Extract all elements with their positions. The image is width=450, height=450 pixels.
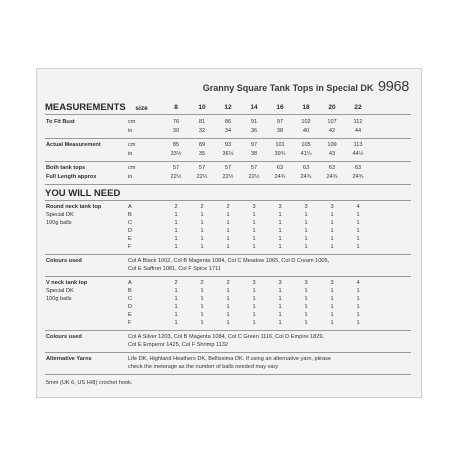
cell: 1 bbox=[356, 312, 360, 318]
cell: 1 bbox=[356, 304, 360, 310]
rule-actual bbox=[45, 138, 411, 139]
cell: 89 bbox=[198, 142, 206, 148]
cell: 1 bbox=[252, 244, 256, 250]
cell: 1 bbox=[252, 228, 256, 234]
size-header-12: 12 bbox=[224, 104, 232, 111]
cell: 1 bbox=[278, 296, 282, 302]
cell: 2 bbox=[226, 280, 230, 286]
cell: 22½ bbox=[222, 174, 234, 180]
cell: 1 bbox=[356, 244, 360, 250]
cell: 1 bbox=[304, 212, 308, 218]
cell: 4 bbox=[356, 280, 360, 286]
cell: 36½ bbox=[222, 151, 234, 157]
cell: 1 bbox=[226, 296, 230, 302]
cell: 3 bbox=[252, 204, 256, 210]
cell: 1 bbox=[252, 236, 256, 242]
alternative-yarns-line-1: Life DK, Highland Heathers DK, Bellissima DK. If using an alternative yarn, please bbox=[128, 356, 332, 362]
size-header-18: 18 bbox=[302, 104, 310, 111]
cell: 1 bbox=[200, 212, 204, 218]
cell: 2 bbox=[200, 280, 204, 286]
rule-you-will-need bbox=[45, 184, 411, 185]
cell: 1 bbox=[174, 296, 178, 302]
cell: 1 bbox=[330, 244, 334, 250]
cell: 2 bbox=[200, 204, 204, 210]
round-neck-row-f bbox=[37, 244, 421, 253]
cell: 43 bbox=[328, 151, 336, 157]
cell: 1 bbox=[174, 312, 178, 318]
round-colours-text bbox=[128, 258, 408, 274]
rule-measurements bbox=[45, 114, 411, 115]
cell: 91 bbox=[250, 119, 258, 125]
cell: 101 bbox=[275, 142, 285, 148]
pattern-sheet bbox=[36, 68, 422, 398]
cell: 39¾ bbox=[274, 151, 286, 157]
cell: 1 bbox=[252, 288, 256, 294]
cell: 1 bbox=[174, 228, 178, 234]
alternative-yarns-text bbox=[128, 356, 408, 372]
cell: 1 bbox=[330, 288, 334, 294]
cell: 32 bbox=[198, 128, 206, 134]
rule-length bbox=[45, 161, 411, 162]
cell: 3 bbox=[330, 204, 334, 210]
cell: 86 bbox=[224, 119, 232, 125]
colour-code: E bbox=[128, 236, 132, 242]
colour-code: F bbox=[128, 320, 132, 326]
cell: 24¾ bbox=[300, 174, 312, 180]
cell: 1 bbox=[226, 312, 230, 318]
cell: 1 bbox=[174, 304, 178, 310]
cell: 1 bbox=[304, 236, 308, 242]
measure-row-length-cm bbox=[37, 165, 421, 174]
cell: 1 bbox=[330, 236, 334, 242]
cell: 41¼ bbox=[300, 151, 312, 157]
alternative-yarns-label: Alternative Yarns bbox=[46, 356, 92, 362]
cell: 24¾ bbox=[274, 174, 286, 180]
cell: 1 bbox=[200, 312, 204, 318]
v-neck-row-f bbox=[37, 320, 421, 329]
cell: 112 bbox=[353, 119, 363, 125]
round-colours-label: Colours used bbox=[46, 258, 82, 264]
cell: 44½ bbox=[352, 151, 364, 157]
cell: 1 bbox=[226, 236, 230, 242]
cell: 30 bbox=[172, 128, 180, 134]
cell: 1 bbox=[278, 244, 282, 250]
cell: 57 bbox=[250, 165, 258, 171]
cell: 109 bbox=[327, 142, 337, 148]
cell: 1 bbox=[330, 220, 334, 226]
measure-row-bust-cm bbox=[37, 119, 421, 128]
cell: 1 bbox=[330, 312, 334, 318]
measure-row-actual-cm bbox=[37, 142, 421, 151]
cell: 3 bbox=[278, 280, 282, 286]
round-colours-line-1: Col A Black 1002, Col B Magenta 1084, Col C Meadow 1065, Col D Cream 1005, bbox=[128, 258, 330, 264]
size-header-8: 8 bbox=[174, 104, 178, 111]
v-neck-yarn-label: Special DK bbox=[46, 288, 74, 294]
cell: 22½ bbox=[170, 174, 182, 180]
round-neck-label: Round neck tank top bbox=[46, 204, 102, 210]
cell: 1 bbox=[356, 320, 360, 326]
cell: 1 bbox=[226, 212, 230, 218]
cell: 1 bbox=[304, 244, 308, 250]
cell: 1 bbox=[304, 288, 308, 294]
cell: 1 bbox=[278, 220, 282, 226]
cell: 1 bbox=[304, 304, 308, 310]
v-colours-text bbox=[128, 334, 408, 350]
cell: 76 bbox=[172, 119, 180, 125]
v-colours-line-1: Col A Silver 1203, Col B Magenta 1084, Col C Green 1116, Col D Empire 1829, bbox=[128, 334, 324, 340]
measure-row-actual-in bbox=[37, 151, 421, 160]
cell: 1 bbox=[226, 244, 230, 250]
cell: 113 bbox=[353, 142, 363, 148]
hook-note: 5mm (UK 6, US H/8) crochet hook. bbox=[46, 380, 133, 386]
cell: 3 bbox=[252, 280, 256, 286]
cell: 107 bbox=[327, 119, 337, 125]
cell: 1 bbox=[330, 296, 334, 302]
v-colours-label: Colours used bbox=[46, 334, 82, 340]
cell: 1 bbox=[278, 228, 282, 234]
cell: 85 bbox=[172, 142, 180, 148]
cell: 1 bbox=[356, 228, 360, 234]
colour-code: D bbox=[128, 304, 133, 310]
cell: 1 bbox=[200, 236, 204, 242]
cell: 1 bbox=[252, 212, 256, 218]
row-label: Actual Measurement bbox=[46, 142, 101, 148]
cell: 1 bbox=[304, 320, 308, 326]
row-unit: cm bbox=[128, 119, 136, 125]
cell: 1 bbox=[356, 288, 360, 294]
pattern-title-text: Granny Square Tank Tops in Special DK bbox=[202, 83, 374, 93]
v-colours-line-2: Col E Emperor 1425, Col F Shrimp 1132 bbox=[128, 341, 229, 348]
cell: 1 bbox=[252, 304, 256, 310]
cell: 44 bbox=[354, 128, 362, 134]
cell: 2 bbox=[174, 204, 178, 210]
cell: 24¾ bbox=[326, 174, 338, 180]
cell: 1 bbox=[304, 312, 308, 318]
rule-round-neck bbox=[45, 200, 411, 201]
cell: 1 bbox=[330, 320, 334, 326]
cell: 1 bbox=[330, 228, 334, 234]
rule-hook bbox=[45, 374, 411, 375]
cell: 102 bbox=[301, 119, 311, 125]
rule-round-colours bbox=[45, 254, 411, 255]
cell: 34 bbox=[224, 128, 232, 134]
cell: 1 bbox=[226, 228, 230, 234]
cell: 38 bbox=[276, 128, 284, 134]
cell: 1 bbox=[174, 236, 178, 242]
cell: 33½ bbox=[170, 151, 182, 157]
row-label: To Fit Bust bbox=[46, 119, 75, 125]
round-neck-yarn-label: Special DK bbox=[46, 212, 74, 218]
cell: 1 bbox=[200, 288, 204, 294]
cell: 1 bbox=[174, 288, 178, 294]
cell: 1 bbox=[356, 236, 360, 242]
cell: 1 bbox=[278, 304, 282, 310]
cell: 35 bbox=[198, 151, 206, 157]
cell: 1 bbox=[200, 220, 204, 226]
size-header-20: 20 bbox=[328, 104, 336, 111]
cell: 105 bbox=[301, 142, 311, 148]
cell: 63 bbox=[302, 165, 310, 171]
cell: 1 bbox=[356, 212, 360, 218]
row-unit: cm bbox=[128, 165, 136, 171]
measurements-heading-text: MEASUREMENTS bbox=[45, 102, 126, 113]
cell: 1 bbox=[252, 220, 256, 226]
colour-code: B bbox=[128, 212, 132, 218]
cell: 1 bbox=[226, 320, 230, 326]
cell: 3 bbox=[330, 280, 334, 286]
cell: 2 bbox=[174, 280, 178, 286]
cell: 3 bbox=[278, 204, 282, 210]
row-label: Both tank tops bbox=[46, 165, 86, 171]
cell: 57 bbox=[224, 165, 232, 171]
cell: 1 bbox=[174, 212, 178, 218]
cell: 22½ bbox=[196, 174, 208, 180]
cell: 1 bbox=[304, 228, 308, 234]
cell: 81 bbox=[198, 119, 206, 125]
cell: 97 bbox=[276, 119, 284, 125]
cell: 57 bbox=[172, 165, 180, 171]
v-neck-balls-label: 100g balls bbox=[46, 296, 72, 302]
pattern-number: 9968 bbox=[377, 79, 409, 95]
cell: 1 bbox=[174, 320, 178, 326]
cell: 1 bbox=[174, 244, 178, 250]
cell: 63 bbox=[328, 165, 336, 171]
cell: 1 bbox=[252, 296, 256, 302]
cell: 1 bbox=[200, 320, 204, 326]
cell: 24¾ bbox=[352, 174, 364, 180]
cell: 3 bbox=[304, 280, 308, 286]
cell: 1 bbox=[304, 296, 308, 302]
cell: 1 bbox=[226, 288, 230, 294]
size-header-16: 16 bbox=[276, 104, 284, 111]
colour-code: B bbox=[128, 288, 132, 294]
cell: 38 bbox=[250, 151, 258, 157]
cell: 1 bbox=[200, 228, 204, 234]
v-neck-label: V neck tank top bbox=[46, 280, 88, 286]
cell: 97 bbox=[250, 142, 258, 148]
measure-row-length-in bbox=[37, 174, 421, 183]
cell: 1 bbox=[278, 312, 282, 318]
cell: 2 bbox=[226, 204, 230, 210]
cell: 4 bbox=[356, 204, 360, 210]
cell: 1 bbox=[278, 236, 282, 242]
round-colours-line-2: Col E Saffron 1081, Col F Spice 1711 bbox=[128, 265, 221, 272]
cell: 63 bbox=[276, 165, 284, 171]
cell: 1 bbox=[356, 220, 360, 226]
cell: 63 bbox=[354, 165, 362, 171]
size-label: size bbox=[135, 105, 148, 112]
row-unit: in bbox=[128, 128, 133, 134]
colour-code: A bbox=[128, 280, 132, 286]
measurements-heading bbox=[45, 102, 148, 113]
cell: 42 bbox=[328, 128, 336, 134]
cell: 22½ bbox=[248, 174, 260, 180]
cell: 1 bbox=[226, 220, 230, 226]
cell: 1 bbox=[278, 320, 282, 326]
cell: 93 bbox=[224, 142, 232, 148]
cell: 1 bbox=[278, 212, 282, 218]
cell: 1 bbox=[200, 296, 204, 302]
cell: 40 bbox=[302, 128, 310, 134]
cell: 1 bbox=[330, 304, 334, 310]
cell: 1 bbox=[174, 220, 178, 226]
row-unit: in bbox=[128, 174, 133, 180]
cell: 1 bbox=[200, 304, 204, 310]
cell: 3 bbox=[304, 204, 308, 210]
size-header-22: 22 bbox=[354, 104, 362, 111]
cell: 1 bbox=[304, 220, 308, 226]
alternative-yarns-line-2: check the meterage as the number of balls needed may vary bbox=[128, 363, 279, 370]
size-header-14: 14 bbox=[250, 104, 258, 111]
cell: 1 bbox=[226, 304, 230, 310]
colour-code: C bbox=[128, 296, 133, 302]
size-header-10: 10 bbox=[198, 104, 206, 111]
row-unit: cm bbox=[128, 142, 136, 148]
row-unit: in bbox=[128, 151, 133, 157]
rule-alternative-yarns bbox=[45, 352, 411, 353]
cell: 1 bbox=[330, 212, 334, 218]
rule-v-colours bbox=[45, 330, 411, 331]
pattern-title bbox=[203, 79, 409, 95]
rule-v-neck bbox=[45, 276, 411, 277]
measure-row-bust-in bbox=[37, 128, 421, 137]
cell: 57 bbox=[198, 165, 206, 171]
cell: 1 bbox=[200, 244, 204, 250]
colour-code: C bbox=[128, 220, 133, 226]
colour-code: A bbox=[128, 204, 132, 210]
cell: 1 bbox=[356, 296, 360, 302]
cell: 1 bbox=[252, 312, 256, 318]
colour-code: F bbox=[128, 244, 132, 250]
row-label: Full Length approx bbox=[46, 174, 97, 180]
colour-code: D bbox=[128, 228, 133, 234]
cell: 1 bbox=[252, 320, 256, 326]
cell: 36 bbox=[250, 128, 258, 134]
colour-code: E bbox=[128, 312, 132, 318]
cell: 1 bbox=[278, 288, 282, 294]
round-neck-balls-label: 100g balls bbox=[46, 220, 72, 226]
you-will-need-heading: YOU WILL NEED bbox=[45, 188, 121, 199]
